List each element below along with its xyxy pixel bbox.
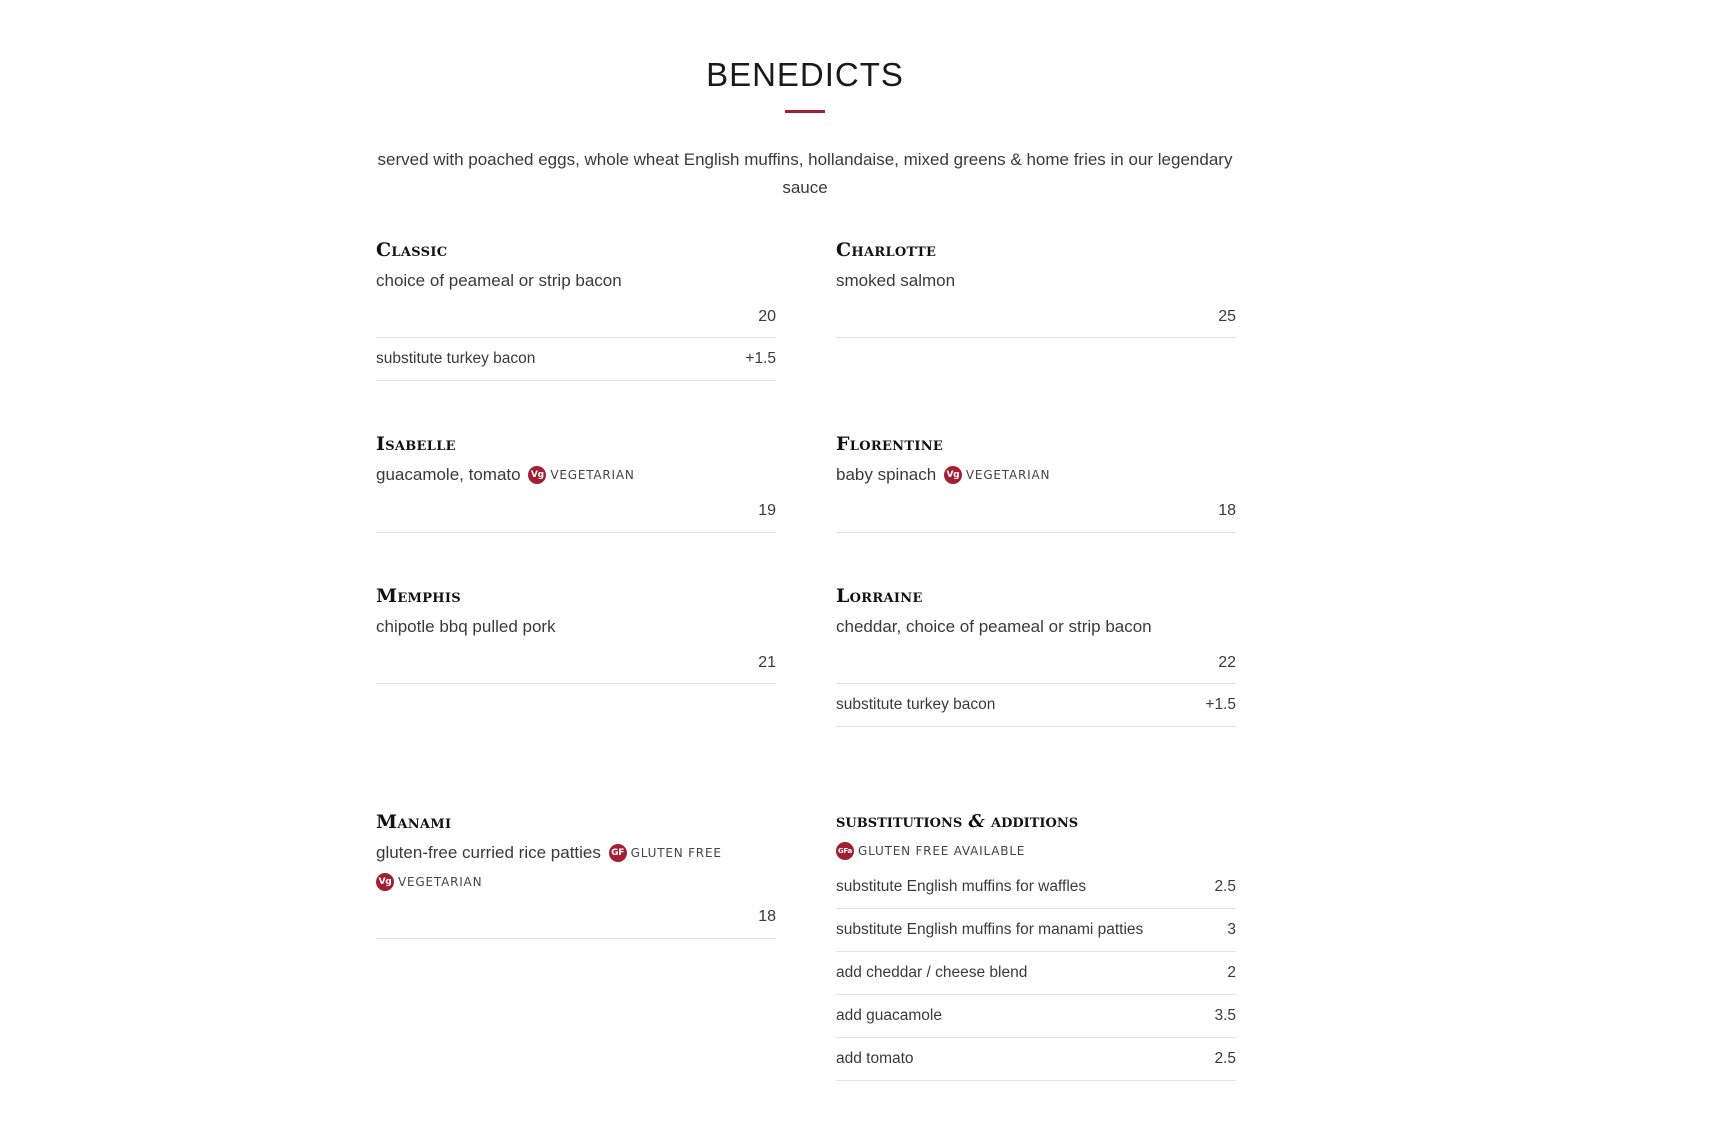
item-name: Florentine	[836, 433, 944, 455]
ampersand: &	[968, 811, 985, 832]
vegetarian-badge	[376, 868, 482, 896]
substitutions-title	[836, 810, 1236, 834]
item-price-row	[836, 491, 1236, 533]
menu-item-memphis	[376, 584, 776, 684]
badge-label: GLUTEN FREE	[630, 845, 722, 860]
item-description-text: baby spinach	[836, 465, 937, 484]
badge-line	[376, 869, 776, 897]
item-name: Lorraine	[836, 585, 923, 607]
extra-label: substitute turkey bacon	[836, 696, 996, 713]
item-description: smoked salmon	[836, 271, 956, 290]
list-item	[836, 995, 1236, 1038]
item-name: Manami	[376, 811, 452, 833]
item-extra-row	[836, 684, 1236, 727]
title-accent-rule	[785, 110, 825, 113]
menu-item-isabelle	[376, 432, 776, 533]
extra-label: substitute turkey bacon	[376, 350, 536, 367]
item-description: chipotle bbq pulled pork	[376, 617, 556, 636]
item-description-text: gluten-free curried rice patties	[376, 843, 601, 862]
item-price: 18	[758, 908, 776, 926]
row-label: substitute English muffins for manami patties	[836, 921, 1144, 939]
item-price: 22	[1218, 653, 1236, 671]
menu-item-manami	[376, 810, 776, 939]
item-price-row	[836, 296, 1236, 338]
list-item	[836, 1038, 1236, 1081]
item-name: Charlotte	[836, 239, 937, 261]
badge-label: VEGETARIAN	[398, 874, 483, 889]
item-price-row	[836, 642, 1236, 684]
badge-label: VEGETARIAN	[550, 467, 635, 482]
extra-price: +1.5	[745, 350, 776, 367]
item-name: Memphis	[376, 585, 461, 607]
badge-line	[836, 838, 1236, 866]
item-price: 20	[758, 307, 776, 325]
menu-item-lorraine	[836, 584, 1236, 727]
section-title: BENEDICTS	[706, 56, 904, 93]
row-price: 3	[1227, 921, 1236, 939]
gluten-free-icon: GF	[609, 844, 627, 862]
gluten-free-available-icon: GFa	[836, 842, 854, 860]
item-price: 18	[1218, 502, 1236, 520]
item-name: Classic	[376, 239, 448, 261]
item-description-text: guacamole, tomato	[376, 465, 521, 484]
list-item	[836, 909, 1236, 952]
item-name: Isabelle	[376, 433, 456, 455]
vegetarian-icon: Vg	[376, 873, 394, 891]
vegetarian-icon: Vg	[528, 466, 546, 484]
row-price: 2	[1227, 964, 1236, 982]
row-label: add guacamole	[836, 1007, 942, 1025]
item-price-row	[376, 296, 776, 338]
list-item	[836, 952, 1236, 995]
item-description: cheddar, choice of peameal or strip bacon	[836, 617, 1152, 636]
gluten-free-badge	[609, 838, 722, 868]
item-description: choice of peameal or strip bacon	[376, 271, 622, 290]
item-price: 19	[758, 502, 776, 520]
item-price-row	[376, 491, 776, 533]
list-item	[836, 866, 1236, 909]
row-price: 3.5	[1214, 1007, 1236, 1025]
substitutions-title-part1: substitutions	[836, 811, 963, 832]
row-label: substitute English muffins for waffles	[836, 878, 1087, 896]
vegetarian-badge	[944, 460, 1050, 490]
substitutions-title-part2: additions	[991, 811, 1079, 832]
badge-label: GLUTEN FREE AVAILABLE	[858, 844, 1026, 858]
row-price: 2.5	[1214, 1050, 1236, 1068]
gluten-free-available-badge	[836, 837, 1025, 865]
row-label: add tomato	[836, 1050, 914, 1068]
substitutions-list	[836, 866, 1236, 1081]
section-intro: served with poached eggs, whole wheat English muffins, hollandaise, mixed greens & home fries in our legendary sauce	[377, 150, 1233, 197]
item-price: 25	[1218, 307, 1236, 325]
menu-item-charlotte	[836, 238, 1236, 338]
menu-item-classic	[376, 238, 776, 381]
item-description	[376, 838, 776, 869]
item-description	[836, 460, 1236, 491]
item-description	[376, 460, 776, 491]
extra-price: +1.5	[1205, 696, 1236, 713]
badge-label: VEGETARIAN	[965, 467, 1051, 482]
row-label: add cheddar / cheese blend	[836, 964, 1028, 982]
menu-item-florentine	[836, 432, 1236, 533]
substitutions-additions	[836, 810, 1236, 1081]
item-price: 21	[758, 653, 776, 671]
vegetarian-icon: Vg	[944, 466, 962, 484]
item-extra-row	[376, 338, 776, 381]
item-price-row	[376, 897, 776, 939]
vegetarian-badge	[528, 460, 634, 490]
row-price: 2.5	[1214, 878, 1236, 896]
item-price-row	[376, 642, 776, 684]
